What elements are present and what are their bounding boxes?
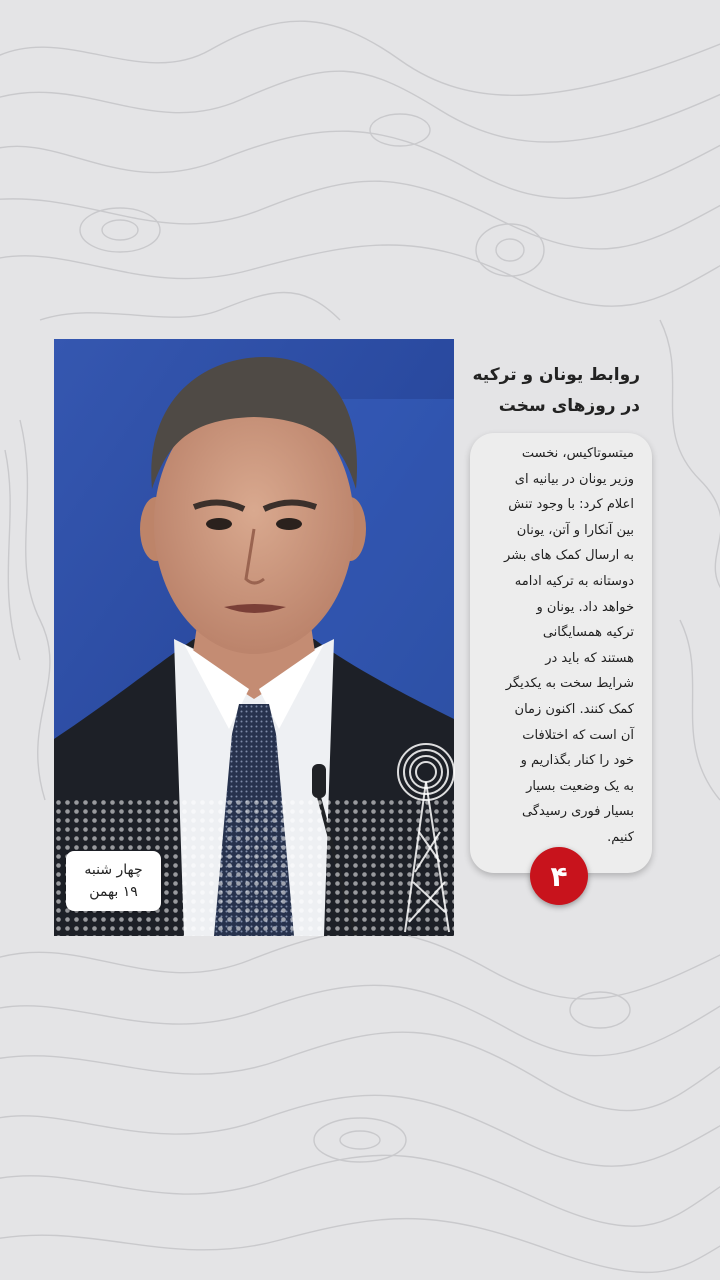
date-badge [66, 851, 161, 911]
body-line: دوستانه به ترکیه ادامه [514, 573, 634, 589]
body-line: کمک کنند. اکنون زمان [514, 701, 634, 717]
news-photo [54, 339, 454, 936]
body-line: به یک وضعیت بسیار [526, 778, 634, 794]
broadcast-tower-icon [395, 732, 457, 936]
body-text [484, 441, 634, 851]
body-line: به ارسال کمک های بشر [503, 548, 634, 564]
page-number-badge: ۴ [530, 847, 588, 905]
speaker-portrait [54, 339, 454, 936]
headline-line-2: در روزهای سخت [498, 396, 640, 416]
body-line: کنیم. [607, 829, 634, 845]
body-line: خواهد داد. یونان و [536, 599, 634, 615]
date-day: چهار شنبه [84, 862, 143, 878]
body-line: میتسوتاکیس، نخست [521, 446, 634, 461]
headline-line-1: روابط یونان و ترکیه [472, 365, 640, 385]
headline [470, 360, 640, 422]
body-line: خود را کنار بگذاریم و [520, 753, 634, 769]
body-line: شرایط سخت به یکدیگر [505, 676, 634, 692]
body-line: بسیار فوری رسیدگی [522, 804, 634, 820]
body-line: هستند که باید در [545, 650, 634, 666]
body-line: اعلام کرد: با وجود تنش [508, 497, 634, 513]
body-line: وزیر یونان در بیانیه ای [514, 471, 634, 487]
body-line: ترکیه همسایگانی [542, 625, 634, 641]
body-line: آن است که اختلافات [522, 727, 634, 743]
date-value: ۱۹ بهمن [89, 884, 138, 900]
body-line: بین آنکارا و آتن، یونان [516, 522, 634, 538]
